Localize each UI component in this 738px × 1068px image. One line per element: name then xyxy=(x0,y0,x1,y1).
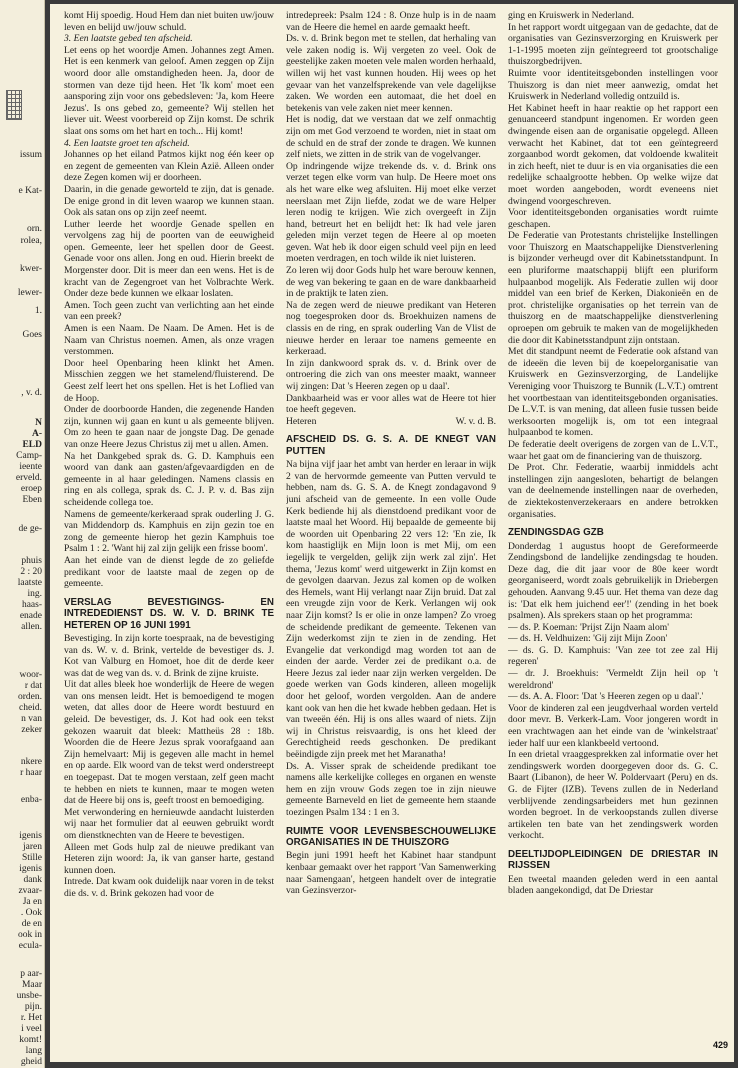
left-page-fragment: ook in xyxy=(17,930,42,940)
left-page-fragment: ing. xyxy=(27,589,42,599)
left-page-fragment: eroep xyxy=(20,484,42,494)
paragraph: Een tweetal maanden geleden werd in een aantal bladen aangekondigd, dat De Driestar xyxy=(508,873,718,897)
paragraph: Onder de doorboorde Handen, die zegenende Handen zijn, kunnen wij gaan en kunt u als gemeente blijven. Om zo heen te gaan naar de jongste Dag. De genade van onze Heere Jezus Christus zij met u allen. Amen. xyxy=(64,404,274,450)
paragraph: Amen. Toch geen zucht van verlichting aan het einde van een preek? xyxy=(64,299,274,323)
paragraph: — ds. P. Koeman: 'Prijst Zijn Naam alom' xyxy=(508,621,669,633)
paragraph: ging en Kruiswerk in Nederland. xyxy=(508,10,635,21)
left-page-fragment: phuis xyxy=(21,556,42,566)
paragraph: komt Hij spoedig. Houd Hem dan niet buiten uw/jouw leven en belijd uw/jouw schuld. xyxy=(64,10,274,33)
signature-author: W. v. d. B. xyxy=(455,415,496,427)
left-page-fragment: i veel xyxy=(21,1024,42,1034)
left-page-fragment: 2 : 20 xyxy=(20,567,42,577)
left-page-fragment: de en xyxy=(21,919,42,929)
signature-place: Heteren xyxy=(286,415,317,427)
left-page-fragment: issum xyxy=(19,150,42,160)
article-signature xyxy=(286,416,496,428)
left-page-fragment: dank xyxy=(23,875,42,885)
paragraph: In een drietal vraaggesprekken zal informatie over het zendingswerk worden doorgegeven door ds. G. C. Baart (Libanon), de heer W. Poldervaart (Peru) en ds. G. de Fijter (IZB). Tevens zullen de in Nederland verblijvende zendingsarbeiders met hun gezinnen worden begroet. In de verkoopstands zullen diverse artikelen ten bate van het zendingswerk worden verkocht. xyxy=(508,749,718,842)
article-heading: ZENDINGSDAG GZB xyxy=(508,527,604,539)
left-page-fragment: enade xyxy=(19,611,42,621)
sermon-point: 3. Een laatste gebed ten afscheid. xyxy=(64,33,193,45)
left-page-fragment: jaren xyxy=(23,842,42,852)
left-page-fragment: orn. xyxy=(26,224,42,234)
paragraph: Bevestiging. In zijn korte toespraak, na de bevestiging van ds. W. v. d. Brink, vertelde de bevestiger ds. J. Kot van Valburg en Homoet, hoe dit de derde keer was dat de weg van ds. v. d. Brink de zijne kruiste. xyxy=(64,632,274,679)
left-page-fragment: komt! xyxy=(19,1035,42,1045)
sermon-point: 4. Een laatste groet ten afscheid. xyxy=(64,137,190,149)
column-3 xyxy=(508,10,718,1020)
paragraph: In het rapport wordt uitgegaan van de gedachte, dat de organisaties van Gezinsverzorging en Kruiswerk per 1-1-1995 moeten zijn geïntegreerd tot grootschalige thuiszorgbedrijven. xyxy=(508,21,718,68)
left-page-edge xyxy=(0,0,45,1068)
paragraph: In zijn dankwoord sprak ds. v. d. Brink over de ontroering die zich van ons meester maakt, wanneer wij zingen: Dat 's Heeren zegen op u daal'. xyxy=(286,357,496,392)
left-page-fragment: ieente xyxy=(19,462,42,472)
left-page-fragment: pijn. xyxy=(24,1002,42,1012)
paragraph: Voor de kinderen zal een jeugdverhaal worden verteld door mevr. B. Verkerk-Lam. Voor jongeren wordt in een vrachtwagen aan het einde van de 'winkelstraat' ieder half uur een klankbeeld vertoond. xyxy=(508,702,718,749)
paragraph: Namens de gemeente/kerkeraad sprak ouderling J. G. van Middendorp ds. Kamphuis en zijn gezin toe en zong de gemeente hierop het gezin Kamphuis toe Psalm 1 : 2. 'Want hij zal zijn gelijk een frisse boom'. xyxy=(64,508,274,555)
left-page-fragment: r haar xyxy=(20,768,42,778)
paragraph: Met verwondering en hernieuwde aandacht luisterden wij naar het formulier dat al eeuwen gebruikt wordt om dienstknechten van de Heere te bevestigen. xyxy=(64,806,274,841)
left-page-fragment: igenis xyxy=(19,864,42,874)
left-page-fragment: allen. xyxy=(21,622,42,632)
left-page-fragment: p aar- xyxy=(20,969,42,979)
paragraph: Uit dat alles bleek hoe wonderlijk de Heere de wegen van ons mensen leidt. Het is bemoedigend te mogen weten, dat alles door de Heere wordt bestuurd en geleid. De bevestiger, ds. J. Kot had ook een tekst gekozen waaruit dat bleek: Mattheüs 28 : 18b. Woorden die de Heere Jezus sprak voorafgaand aan Zijn hemelvaart: Mij is gegeven alle macht in hemel en op aarde. Elk woord van de tekst werd onderstreept en toegepast. Dat te mogen verstaan, zelf geen macht te hebben en niets te kunnen, maar te mogen weten dat de Heere bij ons is, geeft troost en bemoediging. xyxy=(64,679,274,807)
paragraph: De federatie deelt overigens de zorgen van de L.V.T., waar het gaat om de financiering van de thuiszorg. xyxy=(508,438,718,462)
left-page-fragment: laatste xyxy=(17,578,42,588)
paragraph: Begin juni 1991 heeft het Kabinet haar standpunt kenbaar gemaakt over het rapport 'Van Samenwerking naar Samengaan', hetgeen handelt over de integratie van Gezinsverzor- xyxy=(286,850,496,897)
left-page-fragment: r dat xyxy=(24,681,42,691)
article-heading: RUIMTE VOOR LEVENSBESCHOUWELIJKE ORGANISATIES IN DE THUISZORG xyxy=(286,825,496,848)
left-page-fragment: 1. xyxy=(34,306,42,316)
left-page-fragment: ecula- xyxy=(18,941,42,951)
paragraph: Door heel Openbaring heen klinkt het Amen. Misschien zeggen we het stamelend/fluisterend. De Geest zelf leert het ons spellen. Het is het Loflied van de Hoop. xyxy=(64,357,274,404)
paragraph: — ds. A. A. Floor: 'Dat 's Heeren zegen op u daal'.' xyxy=(508,691,704,703)
paragraph: Het Kabinet heeft in haar reaktie op het rapport een genuanceerd standpunt ingenomen. Er worden geen dwingende eisen aan de organisatie opgelegd. Alleen verwacht het Kabinet, dat tot een geïntegreerd zorgaanbod wordt gekomen, dat voldoende kwaliteit in zich heeft, niet te duur is en via organisaties die een redelijke schaalgrootte hebben. Op welke wijze dat moet worden aangeboden, wordt eveneens niet dwingend voorgeschreven. xyxy=(508,102,718,207)
paragraph: Ruimte voor identiteitsgebonden instellingen voor Thuiszorg is dan niet meer aanwezig, omdat het Kruiswerk in Nederland volledig ontzuild is. xyxy=(508,67,718,103)
paragraph: Na bijna vijf jaar het ambt van herder en leraar in wijk 2 van de hervormde gemeente van Putten vervuld te hebben, nam ds. G. S. A. de Knegt zondagavond 9 juni afscheid van de gemeente. In een volle Oude Kerk bediende hij als dienstdoend predikant voor de laatste maal het Woord. Hij bepaalde de gemeente bij de woorden uit Openbaring 22 vers 12: 'En zie, Ik kom haastiglijk en Mijn loon is met Mij, om een iegelijk te vergelden, gelijk zijn werk zal zijn'. Het thema, 'Jezus komt' werd uitgewerkt in Zijn komst en de gevolgen daarvan. Jezus zal komen op de wolken des Hemels, want Hij verlangt naar Zijn bruid. Dat zal een vreugde zijn voor de Kerk. Verlangen wij ook naar Zijn komst? Is er olie in onze lampen? Zo vroeg de scheidende predikant de gemeente. Tekenen van Zijn wederkomst zijn te zien in de zending. Het Evangelie dat verkondigd mag worden tot aan de einden der aarde. Verder zei de predikant o.a. de Heere Jezus zal ieder naar zijn werken vergelden. De goede werken van Gods kinderen, alleen mogelijk door het geloof, worden vergolden. Aan de andere kant ook van hen die het kwade hebben gedaan. Het is van tweeën één. Hij is ons alles waard of niets. Zijn wij in Christus reisvaardig, is ons het kleed der Gerechtigheid reeds geschonken. De predikant beëindigde zijn preek met het Maranatha! xyxy=(286,459,496,761)
paragraph: De Federatie van Protestants christelijke Instellingen voor Thuiszorg en Maatschappelijke Dienstverlening is bijzonder verheugd over dit Kabinetsstandpunt. In een pluriforme maatschappij blijft een pluriform hulpaanbod mogelijk. Als Federatie zullen wij door middel van een brief de Kerken, Diakonieën en de prot. christelijke organisaties op het terrein van de thuiszorg en de maatschappelijke dienstverlening oproepen om gebruik te maken van de mogelijkheden die door dit Kabinetsstandpunt zijn ontstaan. xyxy=(508,230,718,346)
left-page-fragment: Camp- xyxy=(16,451,42,461)
left-page-fragment: cheid. xyxy=(19,703,42,713)
paragraph: — ds. H. Veldhuizen: 'Gij zijt Mijn Zoon' xyxy=(508,633,668,645)
left-page-fragment: zvaar- xyxy=(18,886,42,896)
left-page-fragment: Stille xyxy=(21,853,42,863)
paragraph: Na de zegen werd de nieuwe predikant van Heteren nog toegesproken door ds. Broekhuizen namens de classis en de ring, en sprak ouderling Van de Vlist de nieuwe herder en leraar toe namens gemeente en kerkeraad. xyxy=(286,299,496,358)
paragraph: De Prot. Chr. Federatie, waarbij inmiddels acht instellingen zijn aangesloten, behartigt de belangen van de deelnemende instellingen naar de overheden, de ziektekostenverzekeraars en andere betrokken organisaties. xyxy=(508,462,718,520)
left-page-fragment: A- xyxy=(31,429,42,439)
left-page-fragment: nkere xyxy=(20,757,42,767)
column-2 xyxy=(286,10,496,1020)
left-page-fragment: rolea, xyxy=(20,236,42,246)
paragraph: Ds. A. Visser sprak de scheidende predikant toe namens alle kerkelijke colleges en organen en wenste hem en zijn vrouw Gods zegen toe in zijn nieuwe gemeente Barneveld en liet de gemeente hem staande toezingen Psalm 134 : 1 en 3. xyxy=(286,760,496,818)
paragraph: — dr. J. Broekhuis: 'Vermeldt Zijn heil op 't wereldrond' xyxy=(508,668,718,691)
left-page-fragment: igenis xyxy=(19,831,42,841)
paragraph: Johannes op het eiland Patmos kijkt nog één keer op en zegent de gemeenten van Klein Azië. Alleen onder deze Zegen komen wij er doorheen. xyxy=(64,149,274,184)
left-page-fragment: lewer- xyxy=(17,288,42,298)
left-page-fragment: kwer- xyxy=(20,264,42,274)
paragraph: Alleen met Gods hulp zal de nieuwe predikant van Heteren zijn woord: Ja, ik van ganser harte, gestand kunnen doen. xyxy=(64,841,274,876)
paragraph: Intrede. Dat kwam ook duidelijk naar voren in de tekst die ds. v. d. Brink gekozen had voor de xyxy=(64,876,274,899)
left-page-fragment: Maar xyxy=(21,980,42,990)
paragraph: Dankbaarheid was er voor alles wat de Heere tot hier toe heeft gegeven. xyxy=(286,392,496,416)
left-page-fragment: orden. xyxy=(17,692,42,702)
paragraph: Luther leerde het woordje Genade spellen en vervolgens zag hij de poorten van de eeuwigheid open. Gemeente, leer het spellen door de Geest. Genade voor ons allen. Jong en oud. Hierin breekt de Morgenster door. Dit is meer dan een wens. Het is de kracht van de Zegengroet van het Volbrachte Werk. Onder deze bede kunnen we elkaar loslaten. xyxy=(64,218,274,300)
paragraph: Donderdag 1 augustus hoopt de Gereformeerde Zendingsbond de landelijke zendingsdag te houden. Deze dag, die dit jaar voor de 80e keer wordt georganiseerd, wordt zoals gebruikelijk in Driebergen gehouden. Aanvang 9.45 uur. Het thema van deze dag is: 'Dat elk hem juichend eer'!' (zending in het boek psalmen). Als sprekers staan op het programma: xyxy=(508,540,718,622)
left-page-fragment: n van xyxy=(21,714,42,724)
paragraph: Het is nodig, dat we verstaan dat we zelf onmachtig zijn om met God verzoend te worden, niet in staat om de schuld en de straf der zonde te dragen. We kunnen zelf niets, we zitten in de strik van de vogelvanger. xyxy=(286,114,496,161)
paragraph: Ds. v. d. Brink begon met te stellen, dat herhaling van vele zaken nodig is. Wij vergeten zo veel. Ook de geestelijke zaken moeten vele malen worden herhaald, willen wij het vast kunnen houden. Hij wees op het gevaar van het vanzelfsprekende van vele dagelijkse zaken. We worden een automaat, die het doel en betekenis van vele zaken niet meer kennen. xyxy=(286,33,496,114)
left-page-fragment: Goes xyxy=(22,330,42,340)
column-1 xyxy=(64,10,274,1020)
left-page-fragment: enba- xyxy=(20,795,42,805)
left-page-fragment: erveld. xyxy=(15,473,42,483)
paragraph: — ds. G. D. Kamphuis: 'Van zee tot zee zal Hij regeren' xyxy=(508,644,718,668)
left-page-fragment: gheid xyxy=(20,1057,42,1067)
paragraph: Na het Dankgebed sprak ds. G. D. Kamphuis een woord van dank aan gasten/afgevaardigden en de gemeente in al haar geledingen. Namens classis en ring en als collega, sprak ds. C. J. P. v. d. Bas zijn scheidende collega toe. xyxy=(64,450,274,508)
left-page-fragment: e Kat- xyxy=(18,186,42,196)
left-page-fragment: Ja en xyxy=(22,897,42,907)
left-page-fragment: N xyxy=(35,418,42,428)
left-page-fragment: zeker xyxy=(21,725,42,735)
page-number: 429 xyxy=(713,1040,729,1050)
left-page-fragment: de ge- xyxy=(18,524,42,534)
paragraph: Op indringende wijze trekende ds. v. d. Brink ons verzet tegen elke vorm van hulp. De Heere moet ons als het ware elke weg afsluiten. Hij moet elke verzet neerslaan met Zijn liefde, zodat we de ware Helper leren nodig te krijgen. Wie zich overgeeft in Zijn hand, betreurt het en belijdt het: Ik had vele jaren geleden mijn verzet tegen de Heere al op moeten geven. Wat heb ik door eigen schuld veel pijn en leed moeten verdragen, en toch wilde ik niet luisteren. xyxy=(286,160,496,265)
paragraph: Zo leren wij door Gods hulp het ware berouw kennen, de weg van bekering te gaan en de ware dankbaarheid in de praktijk te laten zien. xyxy=(286,265,496,300)
magazine-page xyxy=(50,4,734,1062)
left-page-fragment: unsbe- xyxy=(16,991,42,1001)
paragraph: Let eens op het woordje Amen. Johannes zegt Amen. Het is een kenmerk van geloof. Amen zeggen op Zijn woord door alle omstandigheden heen. Ja, door de stormen van deze tijd heen. Het 'Ik kom' moet een aansporing zijn voor ons gebedsleven: 'Ja, kom Heere Jezus'. Is ons gebed zo, gemeente? Wij stellen het liever uit. Weest voorbereid op Zijn komst. De schrik slaat ons soms om het hart en toch... Hij komt! xyxy=(64,44,274,137)
paragraph: Aan het einde van de dienst legde de zo geliefde predikant voor de laatste maal de zegen op de gemeente. xyxy=(64,554,274,590)
left-page-fragment: r. Het xyxy=(20,1013,42,1023)
left-page-fragment: ELD xyxy=(22,440,42,450)
paragraph: Daarin, in die genade geworteld te zijn, dat is genade. De enige grond in dit leven waarop we kunnen staan. Ook als satan ons op zijn zeef neemt. xyxy=(64,183,274,219)
left-page-fragment: Eben xyxy=(22,495,42,505)
paragraph: Voor identiteitsgebonden organisaties wordt ruimte geschapen. xyxy=(508,207,718,230)
left-page-fragment: haas- xyxy=(21,600,42,610)
left-page-fragment: woor- xyxy=(19,670,42,680)
left-page-fragment: lang xyxy=(25,1046,42,1056)
left-page-fragment: . Ook xyxy=(20,908,42,918)
article-heading: DEELTIJDOPLEIDINGEN DE DRIESTAR IN RIJSSEN xyxy=(508,848,718,872)
grid-image xyxy=(6,90,22,120)
article-heading: VERSLAG BEVESTIGINGS- EN INTREDEDIENST DS. W. V. D. BRINK TE HETEREN OP 16 JUNI 1991 xyxy=(64,596,274,631)
paragraph: Met dit standpunt neemt de Federatie ook afstand van de ideeën die leven bij de koepelorganisatie van Kruiswerk en Gezinsverzorging, de Landelijke Vereniging voor Thuiszorg te Bunnik (L.V.T.) omtrent het voortbestaan van identiteitsgebonden organisaties. De L.V.T. is van mening, dat alleen fusie tussen beide werksoorten mogelijk is, om tot een integraal hulpaanbod te komen. xyxy=(508,346,718,439)
paragraph: Amen is een Naam. De Naam. De Amen. Het is de Naam van Christus noemen. Amen, als onze vragen verstommen. xyxy=(64,323,274,358)
left-page-fragment: , v. d. xyxy=(21,388,42,398)
article-heading: AFSCHEID DS. G. S. A. DE KNEGT VAN PUTTEN xyxy=(286,434,496,457)
paragraph: intredepreek: Psalm 124 : 8. Onze hulp is in de naam van de Heere die hemel en aarde gemaakt heeft. xyxy=(286,10,496,33)
